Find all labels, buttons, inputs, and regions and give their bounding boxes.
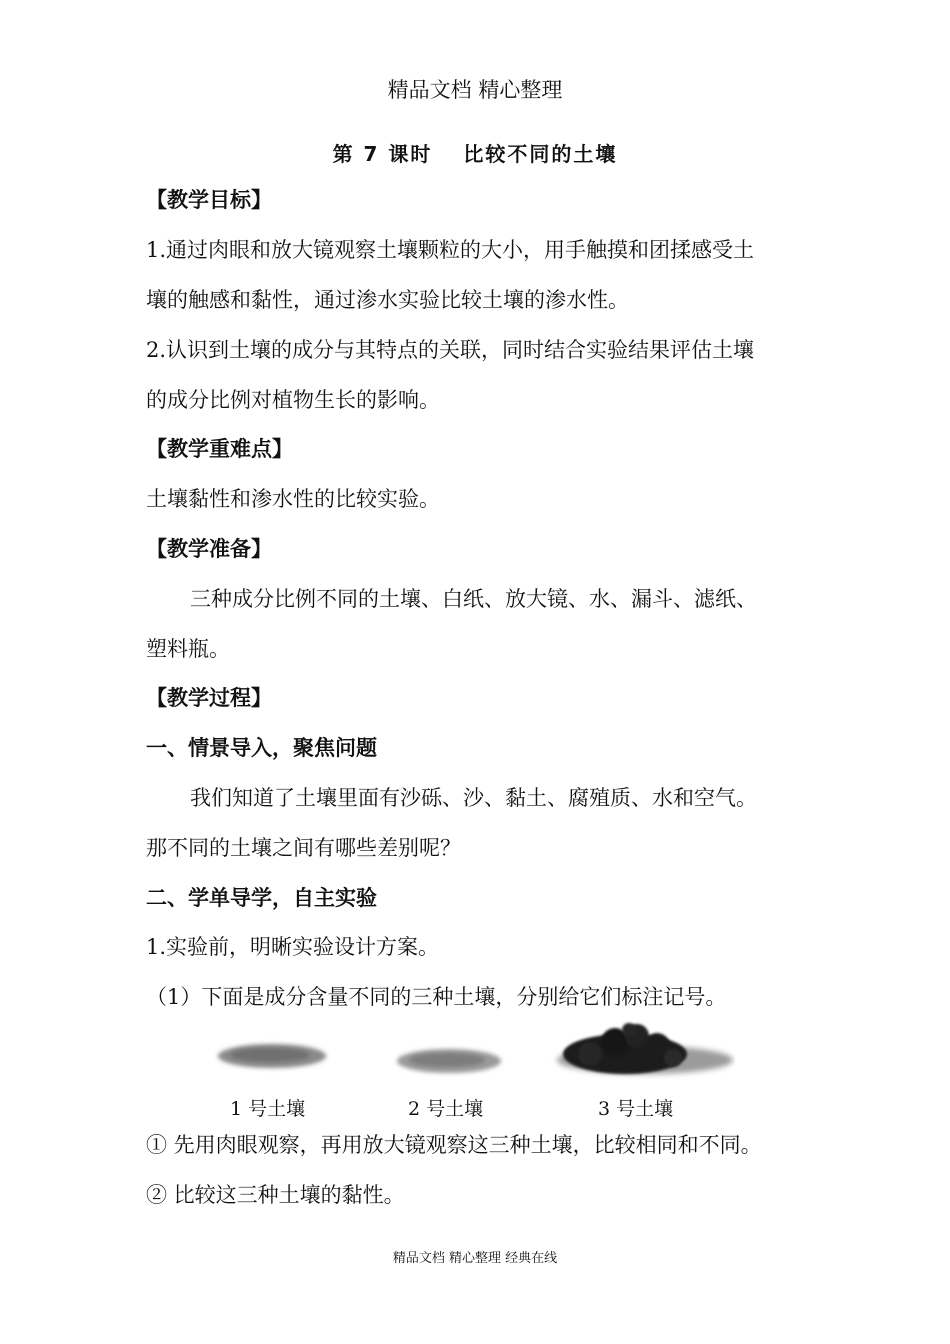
page-footer: 精品文档 精心整理 经典在线	[392, 1251, 558, 1266]
item-1: ① 先用肉眼观察，再用放大镜观察这三种土壤，比较相同和不同。	[146, 1133, 762, 1157]
key-points-text: 土壤黏性和渗水性的比较实验。	[146, 487, 440, 511]
soil-label-1: 1 号土壤	[230, 1098, 306, 1120]
page-header: 精品文档 精心整理	[387, 78, 563, 102]
goals-heading: 【教学目标】	[146, 188, 272, 212]
goal-1-line-2: 壤的触感和黏性，通过渗水实验比较土壤的渗水性。	[146, 288, 629, 312]
item-2: ② 比较这三种土壤的黏性。	[146, 1183, 405, 1207]
part-1-line-2: 那不同的土壤之间有哪些差别呢？	[146, 836, 461, 860]
goal-1-line-1: 1.通过肉眼和放大镜观察土壤颗粒的大小，用手触摸和团揉感受土	[146, 238, 755, 262]
part-1-line-1: 我们知道了土壤里面有沙砾、沙、黏土、腐殖质、水和空气。	[190, 786, 757, 810]
goal-2-line-1: 2.认识到土壤的成分与其特点的关联，同时结合实验结果评估土壤	[146, 338, 755, 362]
part-1-heading: 一、情景导入，聚焦问题	[146, 736, 377, 760]
soil-sample-2-image	[390, 1040, 508, 1080]
preparation-heading: 【教学准备】	[146, 537, 272, 561]
part-2-heading: 二、学单导学，自主实验	[146, 886, 377, 910]
goal-2-line-2: 的成分比例对植物生长的影响。	[146, 388, 440, 412]
step-1: 1.实验前，明晰实验设计方案。	[146, 935, 440, 959]
soil-sample-1-image	[212, 1035, 332, 1077]
soil-label-2: 2 号土壤	[408, 1098, 484, 1120]
process-heading: 【教学过程】	[146, 686, 272, 710]
step-1-sub: （1）下面是成分含量不同的三种土壤，分别给它们标注记号。	[146, 985, 727, 1009]
preparation-line-2: 塑料瓶。	[146, 637, 230, 661]
soil-sample-3-image	[545, 1020, 735, 1084]
preparation-line-1: 三种成分比例不同的土壤、白纸、放大镜、水、漏斗、滤纸、	[190, 587, 757, 611]
lesson-title: 第 7 课时 比较不同的土壤	[332, 142, 618, 166]
soil-label-3: 3 号土壤	[598, 1098, 674, 1120]
key-points-heading: 【教学重难点】	[146, 437, 293, 461]
